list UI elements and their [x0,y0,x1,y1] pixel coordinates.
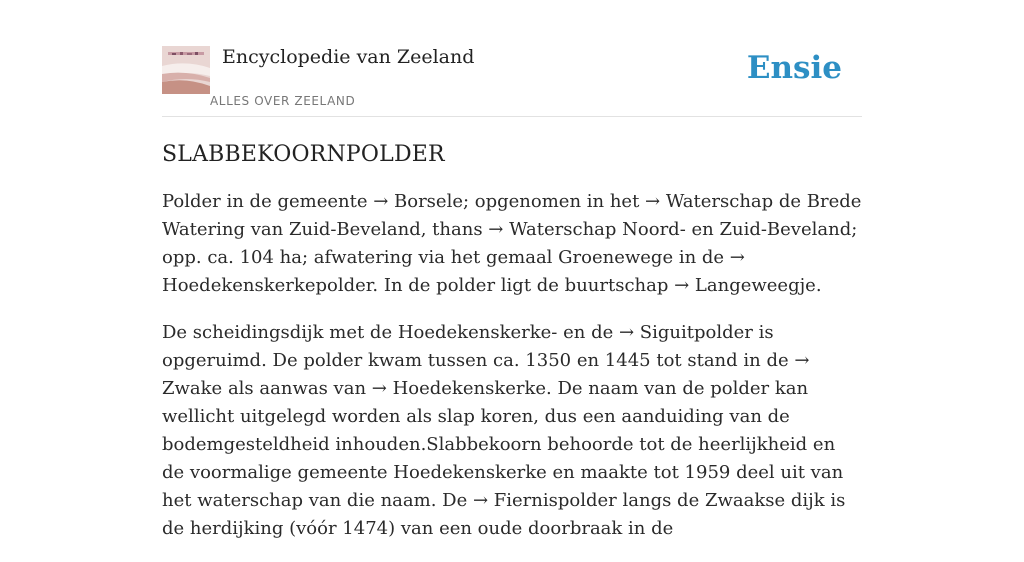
site-title[interactable]: Encyclopedie van Zeeland [222,46,475,68]
article-title: SLABBEKOORNPOLDER [162,142,445,167]
link-langeweegje[interactable]: → Langeweegje [674,275,816,296]
text-segment: langs de Zwaakse dijk is de herdijking (vóór 1474) van een oude doorbraak in de [162,490,846,539]
text-segment: . In de polder ligt de buurtschap [372,275,675,296]
text-segment: ; opgenomen in het [462,191,646,212]
link-waterschap-noord-en-zuid-beveland[interactable]: → Waterschap Noord- en Zuid-Beveland [488,219,852,240]
article-paragraph-1 [162,188,862,300]
text-segment: is opgeruimd. De polder kwam tussen ca. 1350 en 1445 tot stand in de [162,322,795,371]
link-hoedekenskerkepolder[interactable]: → Hoedekenskerkepolder [162,247,745,296]
text-segment: als aanwas van [222,378,372,399]
text-segment: Polder in de gemeente [162,191,374,212]
text-segment: . [815,275,822,296]
text-segment: , thans [420,219,489,240]
site-header [162,44,862,117]
text-segment: De scheidingsdijk met de Hoedekenskerke- en de [162,322,619,343]
link-zwake[interactable]: → Zwake [162,350,810,399]
link-fiernispolder[interactable]: → Fiernispolder [472,490,617,511]
text-segment: ; opp. ca. 104 ha; afwatering via het gemaal Groenewege in de [162,219,858,268]
text-segment: . De naam van de polder kan wellicht uitgelegd worden als slap koren, dus een aanduiding van de bodemgesteldheid inhouden.Slabbekoorn behoorde tot de heerlijkheid en de voormalige gemeente Hoedekenskerke en maakte tot 1959 deel uit van het waterschap van die naam. De [162,378,844,511]
link-borsele[interactable]: → Borsele [373,191,463,212]
link-waterschap-brede-watering[interactable]: → Waterschap de Brede Watering van Zuid-Beveland [162,191,862,240]
ensie-logo-link[interactable]: Ensie [746,50,842,86]
article [162,138,862,562]
link-hoedekenskerke[interactable]: → Hoedekenskerke [371,378,547,399]
article-paragraph-2 [162,319,862,543]
book-cover-avatar-icon[interactable] [162,46,210,94]
link-siguitpolder[interactable]: → Siguitpolder [618,322,753,343]
site-subtitle: ALLES OVER ZEELAND [210,94,356,108]
